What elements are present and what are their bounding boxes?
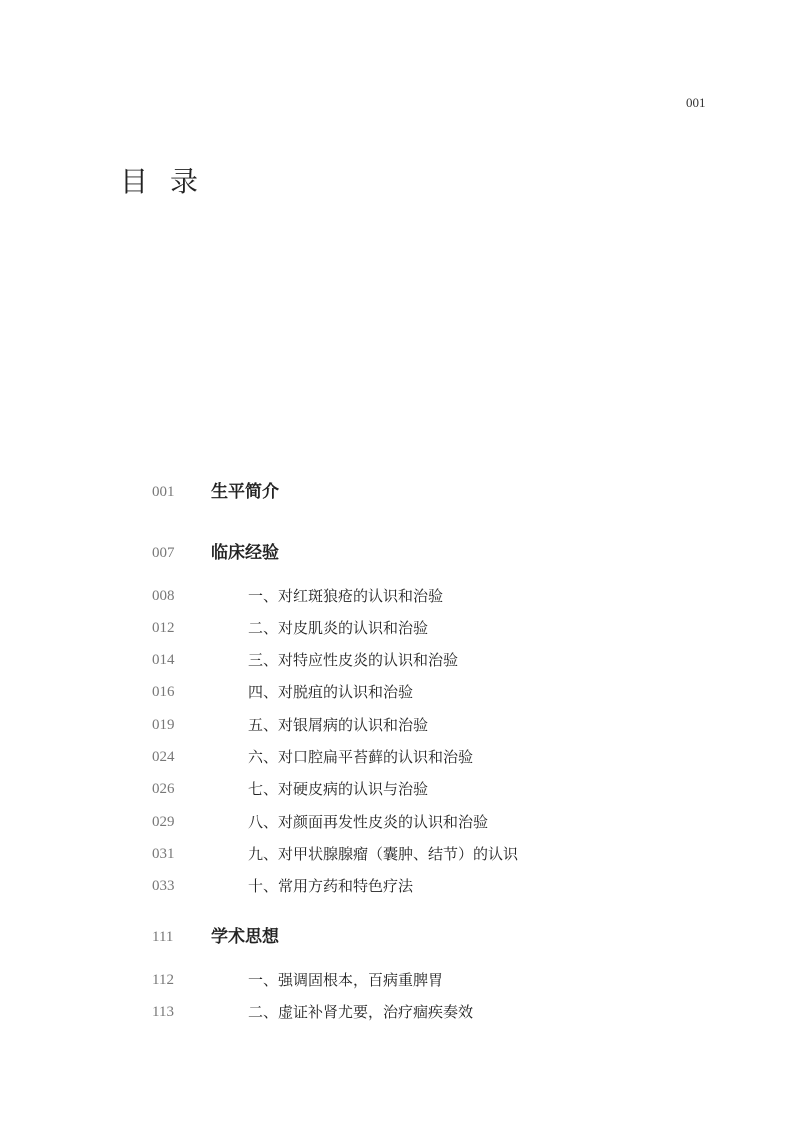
toc-page-number: 008 [152, 588, 175, 604]
toc-entry-title: 二、虚证补肾尤要，治疗痼疾奏效 [248, 1003, 474, 1021]
toc-title: 目录 [120, 165, 221, 198]
toc-entry-subsection[interactable] [0, 680, 800, 704]
toc-entry-title: 学术思想 [211, 927, 279, 947]
toc-page-number: 113 [152, 1004, 174, 1020]
toc-page-number: 001 [152, 484, 175, 500]
toc-page-number: 024 [152, 749, 175, 765]
toc-page-number: 007 [152, 545, 175, 561]
toc-page-number: 112 [152, 972, 174, 988]
toc-entry-subsection[interactable] [0, 616, 800, 640]
toc-entry-title: 八、对颜面再发性皮炎的认识和治验 [248, 813, 489, 831]
toc-entry-subsection[interactable] [0, 810, 800, 834]
toc-page-number: 033 [152, 878, 175, 894]
toc-page-number: 111 [152, 929, 174, 945]
toc-entry-title: 三、对特应性皮炎的认识和治验 [248, 651, 459, 669]
toc-entry-subsection[interactable] [0, 968, 800, 992]
toc-entry-title: 二、对皮肌炎的认识和治验 [248, 619, 429, 637]
toc-entry-subsection[interactable] [0, 1000, 800, 1024]
toc-entry-subsection[interactable] [0, 648, 800, 672]
toc-entry-subsection[interactable] [0, 842, 800, 866]
toc-page-number: 016 [152, 684, 175, 700]
toc-entry-title: 临床经验 [211, 543, 279, 563]
toc-entry-title: 五、对银屑病的认识和治验 [248, 716, 429, 734]
toc-entry-title: 九、对甲状腺腺瘤（囊肿、结节）的认识 [248, 845, 519, 863]
toc-page-number: 014 [152, 652, 175, 668]
toc-entry-subsection[interactable] [0, 584, 800, 608]
toc-entry-title: 生平简介 [211, 482, 279, 502]
toc-entry-title: 六、对口腔扁平苔藓的认识和治验 [248, 748, 474, 766]
toc-entry-title: 七、对硬皮病的认识与治验 [248, 780, 429, 798]
toc-page-number: 029 [152, 814, 175, 830]
toc-entry-section[interactable] [0, 541, 800, 565]
page-number: 001 [686, 95, 706, 110]
toc-entry-subsection[interactable] [0, 777, 800, 801]
toc-entry-title: 一、强调固根本，百病重脾胃 [248, 971, 444, 989]
toc-page-number: 019 [152, 717, 175, 733]
toc-entry-subsection[interactable] [0, 874, 800, 898]
toc-entry-title: 十、常用方药和特色疗法 [248, 877, 414, 895]
toc-entry-section[interactable] [0, 480, 800, 504]
toc-entry-title: 一、对红斑狼疮的认识和治验 [248, 587, 444, 605]
toc-entry-section[interactable] [0, 925, 800, 949]
toc-entry-subsection[interactable] [0, 745, 800, 769]
toc-page-number: 012 [152, 620, 175, 636]
toc-page-number: 026 [152, 781, 175, 797]
toc-entry-subsection[interactable] [0, 713, 800, 737]
toc-page-number: 031 [152, 846, 175, 862]
toc-entry-title: 四、对脱疽的认识和治验 [248, 683, 414, 701]
